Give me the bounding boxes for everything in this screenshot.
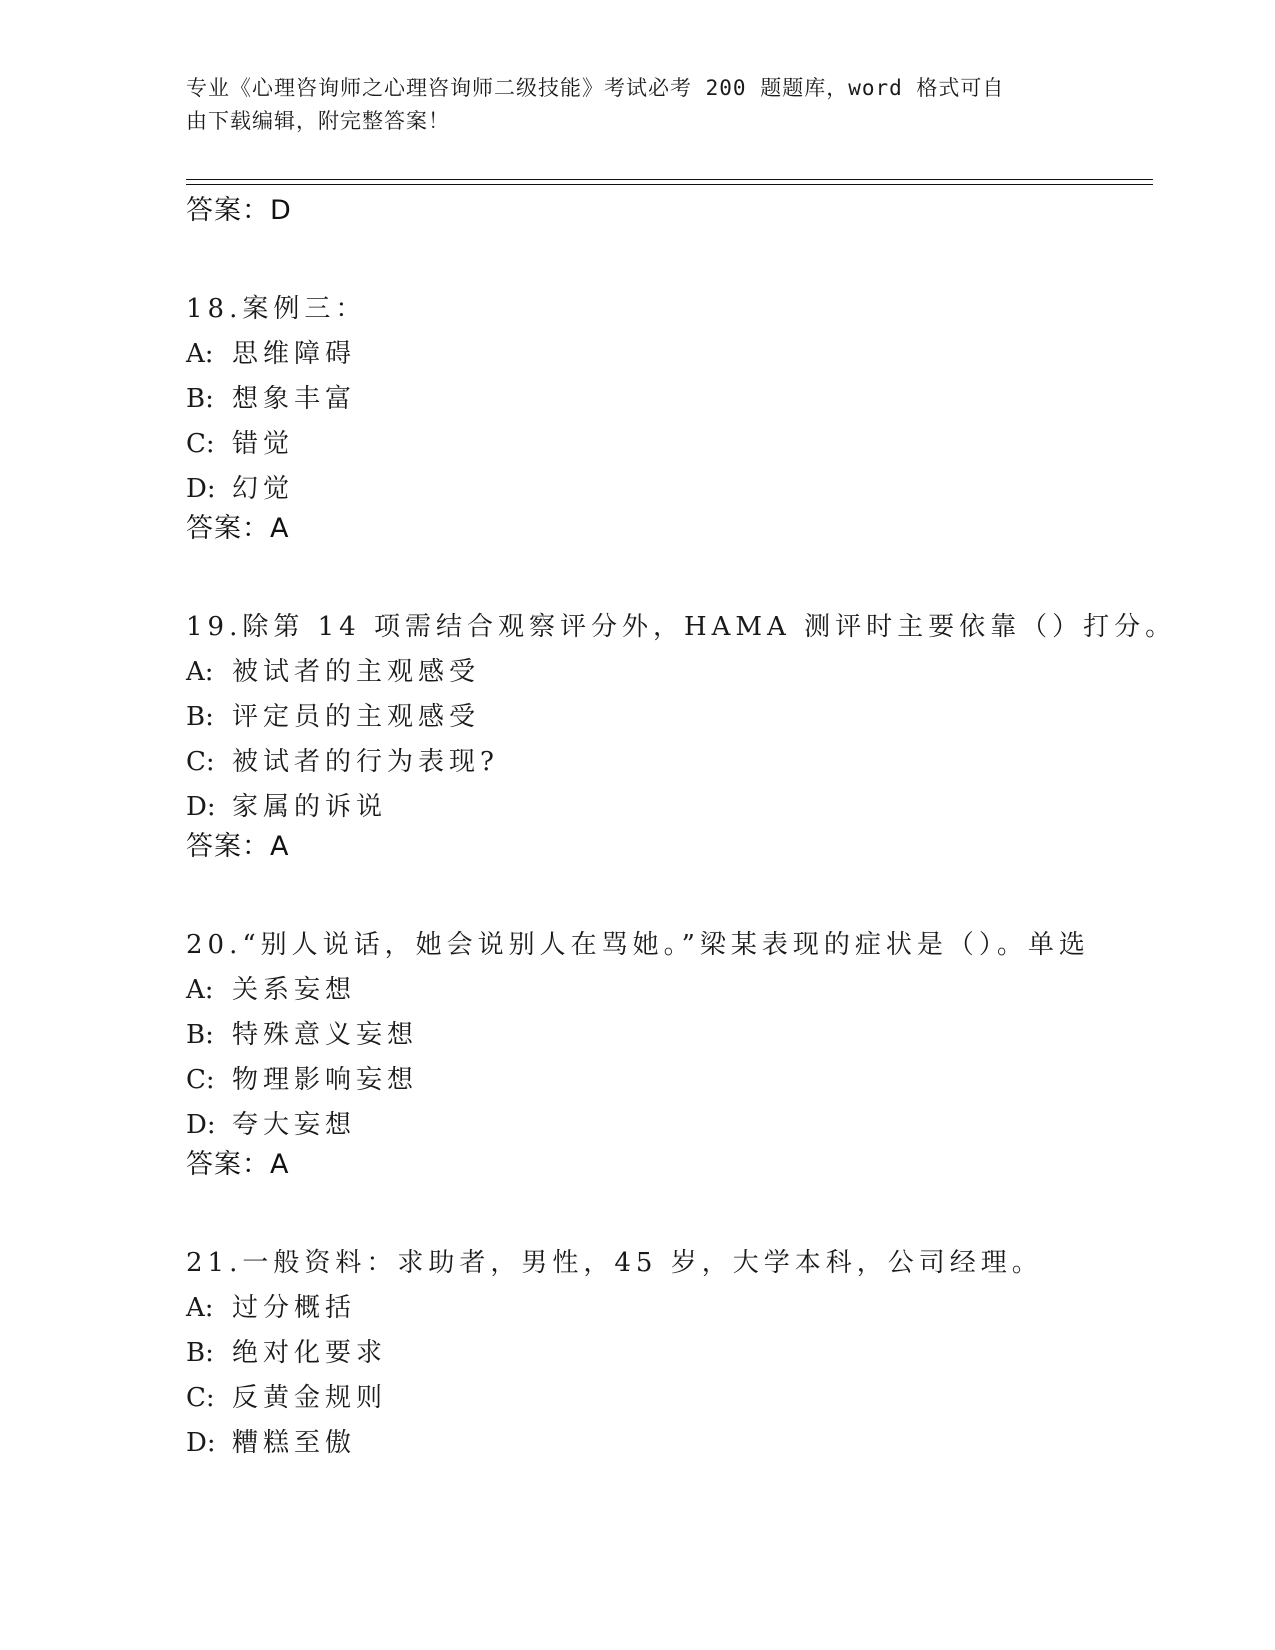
option-b xyxy=(186,377,1086,422)
option-key: D: xyxy=(186,474,216,504)
option-d xyxy=(186,1103,1086,1148)
option-key: D: xyxy=(186,792,216,822)
option-key: C: xyxy=(186,747,215,777)
option-a xyxy=(186,332,1086,377)
option-key: A: xyxy=(186,657,214,687)
question-21 xyxy=(186,1240,1086,1466)
option-text: 幻觉 xyxy=(232,474,295,504)
question-list xyxy=(186,190,1177,1466)
option-text: 绝对化要求 xyxy=(232,1338,388,1368)
option-key: B: xyxy=(186,1020,214,1050)
header-rule-top xyxy=(186,179,1153,180)
question-20 xyxy=(186,922,1090,1182)
option-key: C: xyxy=(186,429,215,459)
option-text: 想象丰富 xyxy=(232,384,357,414)
option-text: 特殊意义妄想 xyxy=(232,1020,419,1050)
option-d xyxy=(186,785,1086,830)
question-stem: 20.“别人说话，她会说别人在骂她。”梁某表现的症状是（）。单选 xyxy=(186,930,1090,960)
option-key: B: xyxy=(186,1338,214,1368)
option-key: D: xyxy=(186,1110,216,1140)
answer-label: 答案：A xyxy=(186,831,290,862)
previous-answer: 答案：D xyxy=(186,195,292,226)
option-b xyxy=(186,1013,1086,1058)
answer-label: 答案：A xyxy=(186,513,290,544)
option-d xyxy=(186,467,1086,512)
option-a xyxy=(186,1286,1086,1331)
option-c xyxy=(186,740,1086,785)
option-text: 家属的诉说 xyxy=(232,792,388,822)
option-key: C: xyxy=(186,1065,215,1095)
option-key: C: xyxy=(186,1383,215,1413)
option-key: A: xyxy=(186,339,214,369)
option-c xyxy=(186,1058,1086,1103)
option-b xyxy=(186,695,1086,740)
option-text: 过分概括 xyxy=(232,1293,357,1323)
option-a xyxy=(186,650,1086,695)
option-key: A: xyxy=(186,1293,214,1323)
option-text: 评定员的主观感受 xyxy=(232,702,481,732)
option-text: 被试者的行为表现? xyxy=(232,747,499,777)
option-text: 被试者的主观感受 xyxy=(232,657,481,687)
option-d xyxy=(186,1421,1086,1466)
header-line-1: 专业《心理咨询师之心理咨询师二级技能》考试必考 200 题题库，word 格式可自 xyxy=(186,76,1005,100)
header-line-2: 由下载编辑，附完整答案！ xyxy=(186,109,450,133)
option-text: 错觉 xyxy=(232,429,295,459)
option-a xyxy=(186,968,1086,1013)
option-key: A: xyxy=(186,975,214,1005)
option-b xyxy=(186,1331,1086,1376)
option-text: 思维障碍 xyxy=(232,339,357,369)
option-text: 关系妄想 xyxy=(232,975,357,1005)
option-key: B: xyxy=(186,702,214,732)
option-key: D: xyxy=(186,1428,216,1458)
document-header xyxy=(186,72,1066,138)
question-stem: 21.一般资料：求助者，男性，45 岁，大学本科，公司经理。 xyxy=(186,1248,1043,1278)
option-c xyxy=(186,1376,1086,1421)
option-text: 糟糕至傲 xyxy=(232,1428,357,1458)
answer-label: 答案：A xyxy=(186,1149,290,1180)
option-text: 夸大妄想 xyxy=(232,1110,357,1140)
question-stem: 19.除第 14 项需结合观察评分外，HAMA 测评时主要依靠（）打分。 xyxy=(186,612,1177,642)
question-19 xyxy=(186,604,1177,864)
option-text: 反黄金规则 xyxy=(232,1383,388,1413)
question-18 xyxy=(186,286,1086,546)
option-text: 物理影响妄想 xyxy=(232,1065,419,1095)
option-key: B: xyxy=(186,384,214,414)
question-stem: 18.案例三： xyxy=(186,294,367,324)
header-rule-bottom xyxy=(186,184,1153,185)
option-c xyxy=(186,422,1086,467)
